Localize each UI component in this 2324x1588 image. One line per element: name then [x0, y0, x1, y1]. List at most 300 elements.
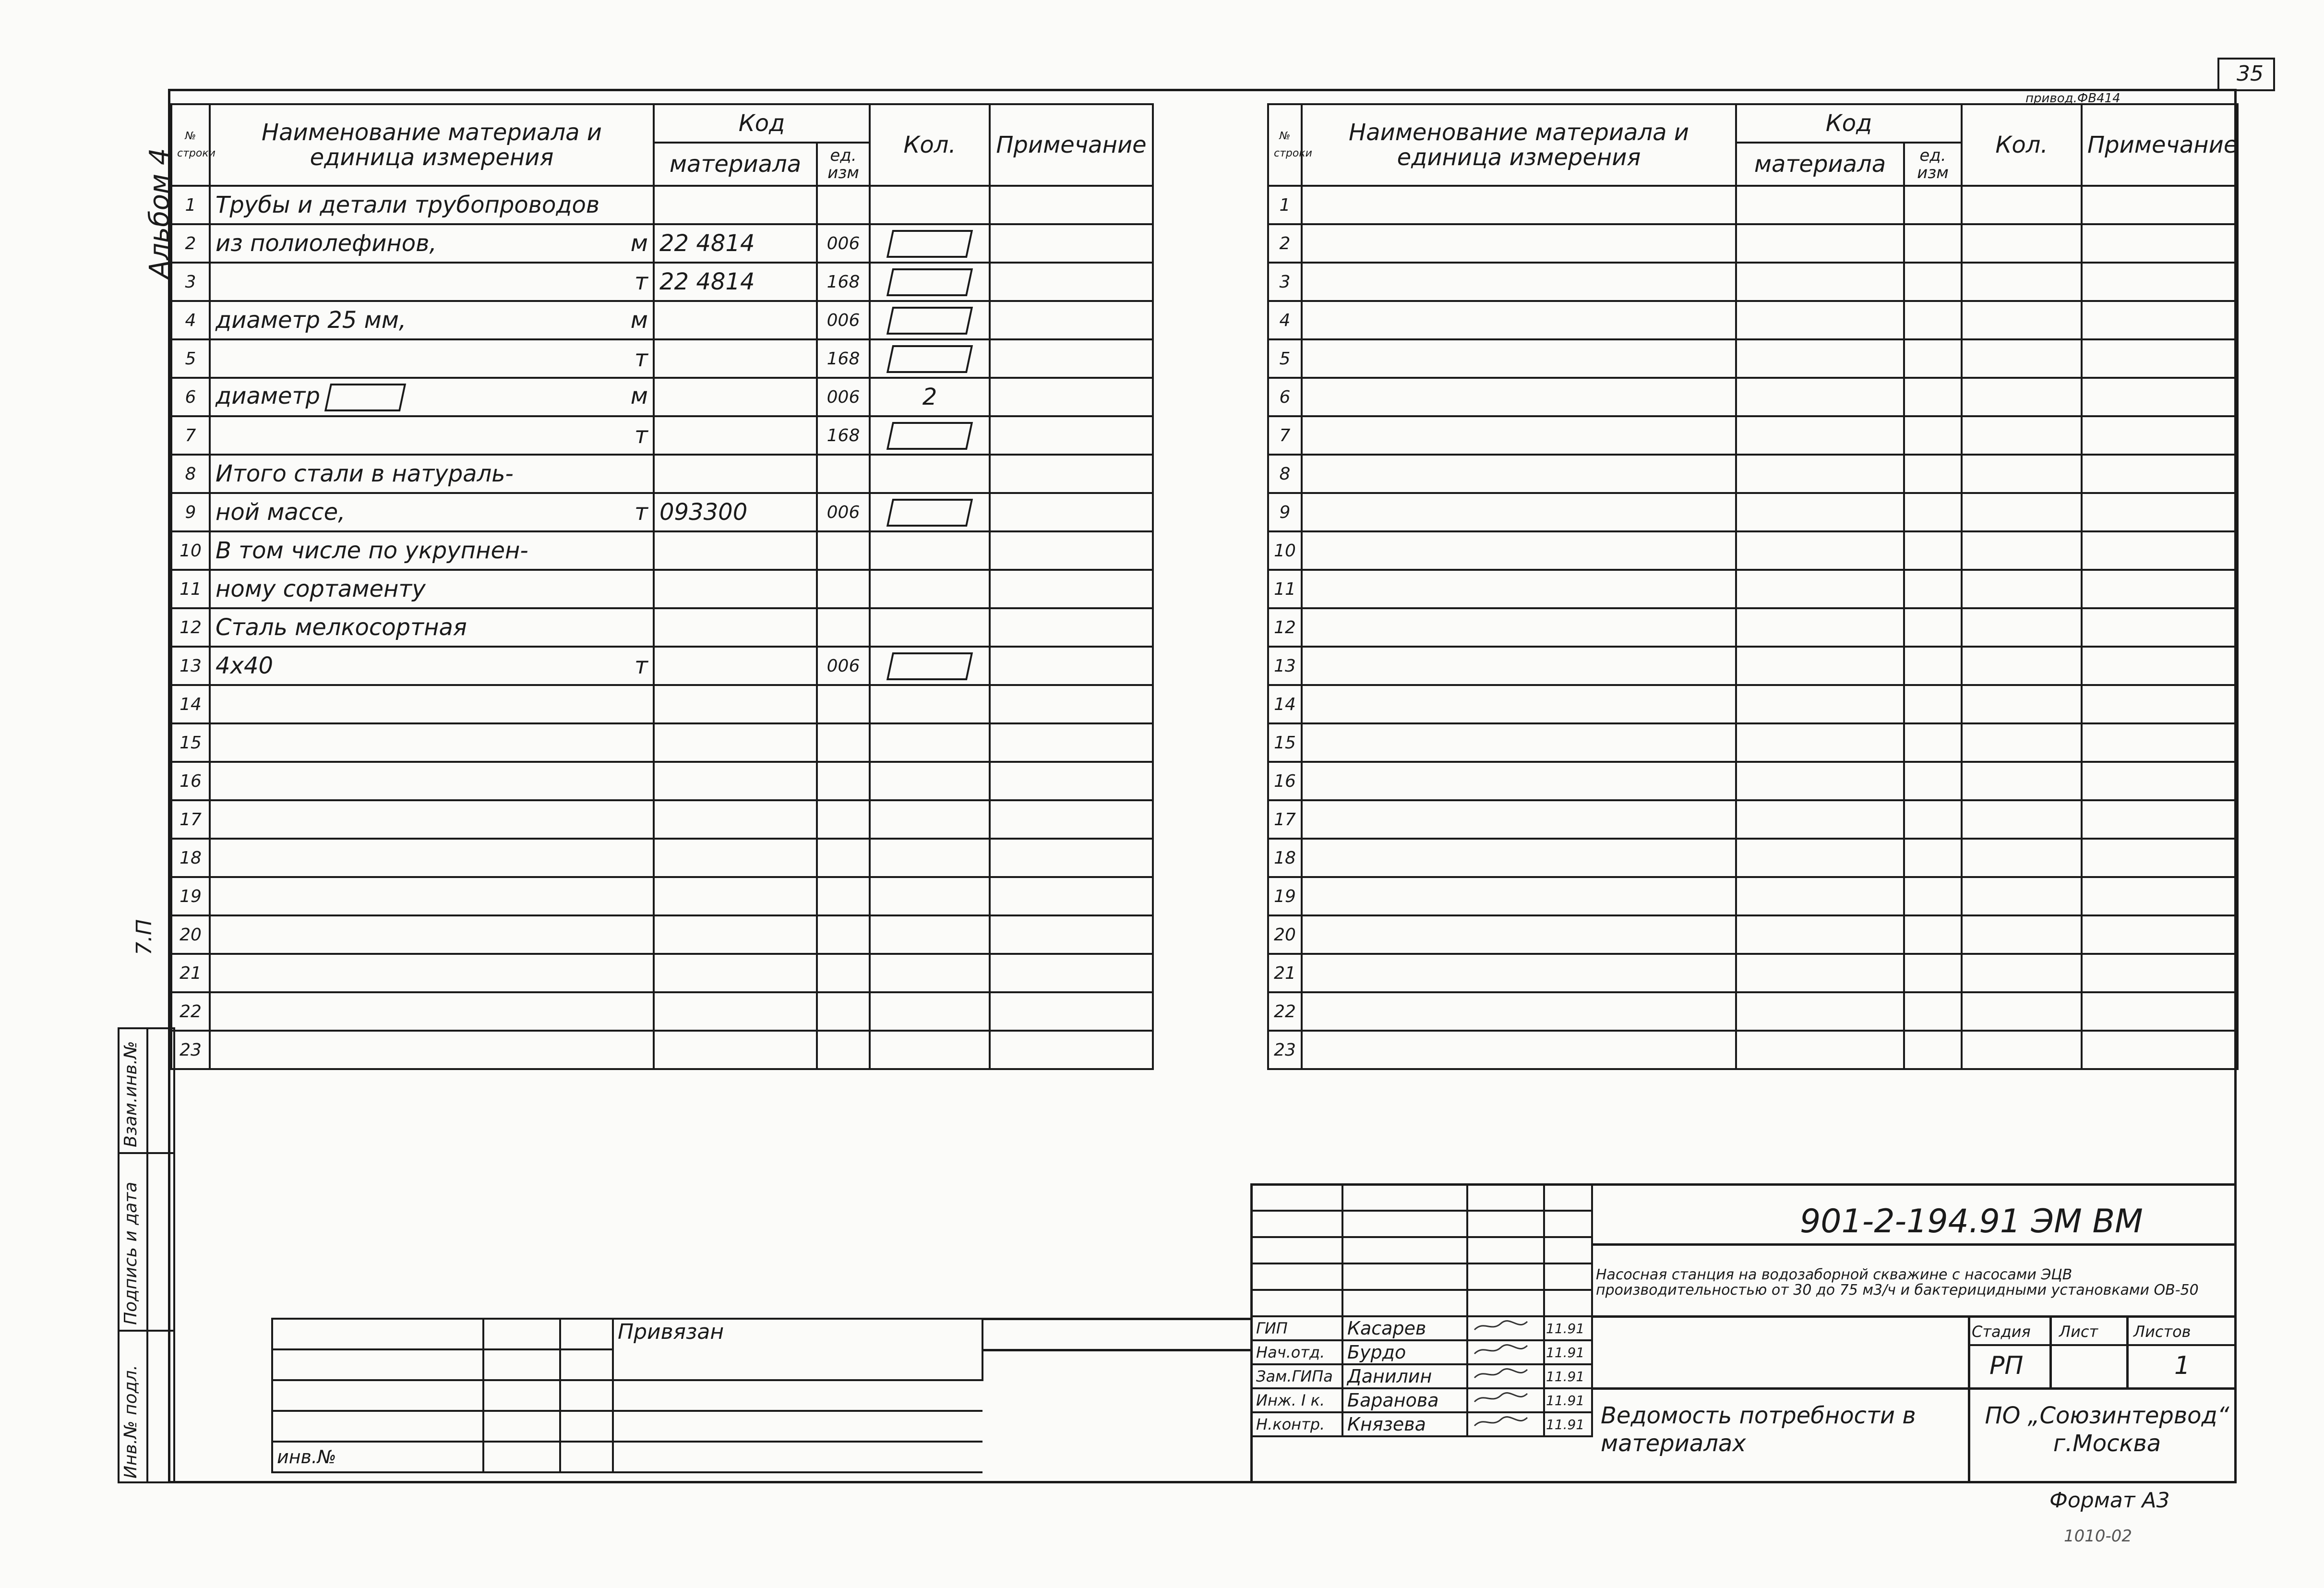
material-code [654, 762, 817, 800]
table-row [171, 685, 1153, 723]
note-cell [990, 493, 1153, 531]
table-row [1268, 762, 2238, 800]
cell [560, 1349, 613, 1380]
material-name: 4х40 [216, 652, 274, 679]
quantity-cell [1962, 762, 2082, 800]
row-number: 13 [1268, 647, 1302, 685]
quantity-value: 2 [922, 384, 937, 410]
cell [613, 1442, 982, 1472]
row-number: 21 [1268, 954, 1302, 992]
material-code [1736, 1031, 1904, 1069]
material-unit: т [635, 652, 648, 679]
row-no-header: № строки [1268, 104, 1302, 186]
signature-blank-row [1251, 1211, 1592, 1237]
material-name-cell [210, 263, 654, 301]
stage-header: Стадия [1972, 1323, 2031, 1341]
row-number: 4 [171, 301, 210, 339]
material-code [654, 301, 817, 339]
table-row [171, 762, 1153, 800]
row-number: 6 [171, 378, 210, 416]
unit-code [817, 531, 870, 570]
cell [1342, 1237, 1467, 1263]
quantity-cell [1962, 877, 2082, 915]
cell [272, 1411, 483, 1442]
signature-mark [1467, 1364, 1544, 1388]
material-name-cell [1302, 685, 1736, 723]
material-name-cell [210, 954, 654, 992]
cell [1251, 1237, 1342, 1263]
material-name-cell [1302, 378, 1736, 416]
signature-blank-row [1251, 1237, 1592, 1263]
quantity-cell [1962, 378, 2082, 416]
table-row [1268, 992, 2238, 1031]
note-cell [990, 1031, 1153, 1069]
side-divider [146, 1027, 148, 1483]
unit-code [1904, 186, 1962, 224]
inv-podl-label: Инв.№ подл. [121, 1365, 141, 1479]
unit-code: 168 [817, 263, 870, 301]
note-cell [990, 186, 1153, 224]
table-row [1268, 416, 2238, 455]
quantity-box [886, 268, 973, 296]
material-name-cell [1302, 339, 1736, 378]
left-materials-table [170, 103, 1154, 1070]
table-row [171, 608, 1153, 647]
note-cell [990, 378, 1153, 416]
material-name-cell [210, 1031, 654, 1069]
row-number: 11 [171, 570, 210, 608]
note-cell [2082, 301, 2238, 339]
unit-code [1904, 493, 1962, 531]
unit-code [1904, 339, 1962, 378]
cell [483, 1380, 560, 1411]
sheet-number-box [2217, 58, 2275, 91]
material-code [1736, 608, 1904, 647]
row-number: 7 [1268, 416, 1302, 455]
note-cell [990, 762, 1153, 800]
note-cell [2082, 378, 2238, 416]
role: Инж. I к. [1251, 1388, 1342, 1412]
cell [1251, 1184, 1342, 1211]
note-cell [2082, 263, 2238, 301]
quantity-cell [1962, 685, 2082, 723]
note-header: Примечание [2082, 104, 2238, 186]
unit-code [817, 954, 870, 992]
material-name: из полиолефинов, [216, 230, 437, 257]
unit-code [817, 685, 870, 723]
material-code [1736, 954, 1904, 992]
material-name-cell [1302, 839, 1736, 877]
table-row [171, 263, 1153, 301]
table-row [171, 339, 1153, 378]
table-row [171, 186, 1153, 224]
note-cell [990, 954, 1153, 992]
material-code [1736, 186, 1904, 224]
signature-row [1251, 1388, 1592, 1412]
cell [1251, 1290, 1342, 1316]
note-cell [2082, 647, 2238, 685]
material-code [654, 186, 817, 224]
note-cell [990, 339, 1153, 378]
material-name-cell [1302, 608, 1736, 647]
quantity-cell [1962, 493, 2082, 531]
note-cell [2082, 224, 2238, 263]
material-name-cell [1302, 915, 1736, 954]
unit-code [1904, 416, 1962, 455]
material-name-cell [1302, 992, 1736, 1031]
unit-code [817, 800, 870, 839]
note-header: Примечание [990, 104, 1153, 186]
row-number: 9 [1268, 493, 1302, 531]
row-number: 6 [1268, 378, 1302, 416]
material-name-cell [1302, 416, 1736, 455]
code-header: Код [1736, 104, 1962, 143]
sheet-header: Лист [2059, 1323, 2098, 1341]
note-cell [990, 416, 1153, 455]
privyazan-label: Привязан [613, 1319, 982, 1380]
quantity-cell [1962, 416, 2082, 455]
material-code [1736, 647, 1904, 685]
table-row [171, 647, 1153, 685]
note-cell [2082, 800, 2238, 839]
row-number: 11 [1268, 570, 1302, 608]
quantity-box [886, 345, 973, 373]
table-row [1268, 263, 2238, 301]
quantity-cell [1962, 455, 2082, 493]
row-number: 1 [171, 186, 210, 224]
cell [1544, 1263, 1592, 1290]
diameter-box [324, 384, 406, 411]
material-code [1736, 263, 1904, 301]
material-name-cell [210, 493, 654, 531]
note-cell [2082, 762, 2238, 800]
signature-blank-row [1251, 1290, 1592, 1316]
cell [613, 1411, 982, 1442]
org-name: ПО „Союзинтервод“ г.Москва [1985, 1402, 2229, 1457]
table-row [171, 570, 1153, 608]
unit-code: 006 [817, 378, 870, 416]
quantity-cell [870, 570, 990, 608]
row-number: 5 [171, 339, 210, 378]
name-header: Наименование материала и единица измерения [210, 104, 654, 186]
cell [272, 1349, 483, 1380]
table-row [1268, 1031, 2238, 1069]
table-row [1268, 455, 2238, 493]
signature-mark [1467, 1388, 1544, 1412]
cell [1467, 1290, 1544, 1316]
row-number: 20 [171, 915, 210, 954]
quantity-cell [870, 839, 990, 877]
material-name-cell [210, 339, 654, 378]
unit-code [817, 455, 870, 493]
material-code [654, 685, 817, 723]
cell [1467, 1184, 1544, 1211]
cell [1342, 1184, 1467, 1211]
cell [1544, 1290, 1592, 1316]
unit-code [817, 839, 870, 877]
material-name-cell [210, 378, 654, 416]
material-name-cell [1302, 723, 1736, 762]
note-cell [2082, 877, 2238, 915]
unit-code: 006 [817, 224, 870, 263]
cell [560, 1411, 613, 1442]
material-code [654, 992, 817, 1031]
note-cell [2082, 915, 2238, 954]
row-number: 10 [171, 531, 210, 570]
cell [1544, 1211, 1592, 1237]
unit-code [817, 1031, 870, 1069]
quantity-cell [1962, 800, 2082, 839]
row-number: 3 [1268, 263, 1302, 301]
material-name-cell [210, 839, 654, 877]
signatures-table [1250, 1183, 1593, 1437]
material-name-cell [210, 186, 654, 224]
block-line [1591, 1387, 2237, 1390]
unit-code: 006 [817, 301, 870, 339]
row-number: 12 [171, 608, 210, 647]
row-number: 14 [171, 685, 210, 723]
quantity-cell [870, 378, 990, 416]
row-number: 3 [171, 263, 210, 301]
cell [1342, 1211, 1467, 1237]
cell [272, 1380, 483, 1411]
table-row [171, 493, 1153, 531]
inv-no-label: инв.№ [272, 1442, 483, 1472]
side-divider [118, 1152, 175, 1154]
table-row [171, 1031, 1153, 1069]
row-number: 16 [1268, 762, 1302, 800]
sign-date: 11.91 [1544, 1364, 1592, 1388]
material-code [654, 647, 817, 685]
table-row [1268, 186, 2238, 224]
row-number: 19 [171, 877, 210, 915]
row-number: 15 [171, 723, 210, 762]
cell [1467, 1263, 1544, 1290]
role: Нач.отд. [1251, 1340, 1342, 1364]
row-number: 9 [171, 493, 210, 531]
material-name-cell [210, 800, 654, 839]
unit-code [1904, 531, 1962, 570]
material-name-cell [210, 416, 654, 455]
cell [483, 1442, 560, 1472]
row-number: 13 [171, 647, 210, 685]
table-row [171, 877, 1153, 915]
material-code [654, 416, 817, 455]
note-cell [990, 685, 1153, 723]
row-number: 2 [1268, 224, 1302, 263]
quantity-cell [1962, 915, 2082, 954]
row-number: 8 [171, 455, 210, 493]
note-cell [990, 647, 1153, 685]
unit-code: 168 [817, 339, 870, 378]
unit-code [1904, 800, 1962, 839]
material-code [654, 570, 817, 608]
row-number: 5 [1268, 339, 1302, 378]
table-row [1268, 378, 2238, 416]
quantity-cell [870, 416, 990, 455]
quantity-box [886, 230, 973, 258]
quantity-cell [870, 915, 990, 954]
quantity-cell [870, 224, 990, 263]
quantity-cell [1962, 954, 2082, 992]
album-label: Альбом 4 [144, 148, 175, 278]
block-line [1591, 1315, 2237, 1318]
material-code [654, 339, 817, 378]
material-name-cell [210, 301, 654, 339]
material-unit: м [630, 307, 648, 334]
material-code [1736, 800, 1904, 839]
note-cell [2082, 570, 2238, 608]
signature-row [1251, 1412, 1592, 1436]
material-code [1736, 877, 1904, 915]
table-row [1268, 915, 2238, 954]
material-unit: т [635, 268, 648, 295]
note-cell [2082, 954, 2238, 992]
table-row [1268, 723, 2238, 762]
project-name: Насосная станция на водозаборной скважине с насосами ЭЦВ производительностью от 30 до 75 м3/ч и бактерицидными установками ОВ-50 [1596, 1266, 2199, 1299]
table-row [171, 954, 1153, 992]
row-number: 2 [171, 224, 210, 263]
signature-blank-row [1251, 1263, 1592, 1290]
material-name: Итого стали в натураль- [216, 460, 514, 487]
unit-code [1904, 839, 1962, 877]
material-name-cell [210, 647, 654, 685]
sheet-ref-label: 7.П [132, 919, 156, 955]
quantity-box [886, 652, 973, 680]
table-row [171, 915, 1153, 954]
qty-header: Кол. [870, 104, 990, 186]
cell [1467, 1211, 1544, 1237]
quantity-cell [1962, 647, 2082, 685]
material-code [654, 839, 817, 877]
signature-row [1251, 1340, 1592, 1364]
unit-code [1904, 915, 1962, 954]
privyazan-block [271, 1318, 983, 1473]
row-number: 23 [1268, 1031, 1302, 1069]
material-name-cell [210, 531, 654, 570]
quantity-cell [870, 531, 990, 570]
doc-code: 901-2-194.91 ЭМ ВМ [1800, 1203, 2143, 1240]
table-row [171, 455, 1153, 493]
unit-code [1904, 1031, 1962, 1069]
quantity-cell [870, 762, 990, 800]
role: Н.контр. [1251, 1412, 1342, 1436]
table-row [171, 800, 1153, 839]
material-name: Сталь мелкосортная [216, 614, 467, 641]
table-row [1268, 800, 2238, 839]
unit-code [817, 877, 870, 915]
material-name-cell [210, 608, 654, 647]
material-name-cell [1302, 762, 1736, 800]
material-name-cell [1302, 954, 1736, 992]
quantity-cell [870, 186, 990, 224]
material-code [1736, 992, 1904, 1031]
material-code: 093300 [654, 493, 817, 531]
note-cell [2082, 1031, 2238, 1069]
material-name-cell [210, 455, 654, 493]
table-row [171, 839, 1153, 877]
material-unit: т [635, 345, 648, 372]
material-code: 22 4814 [654, 224, 817, 263]
table-row [1268, 339, 2238, 378]
note-cell [2082, 416, 2238, 455]
unit-code [1904, 723, 1962, 762]
cell [560, 1380, 613, 1411]
person-name: Баранова [1342, 1388, 1467, 1412]
material-name-cell [210, 762, 654, 800]
material-code [1736, 839, 1904, 877]
top-right-note: привод.ФВ414 [2025, 91, 2120, 106]
table-row [171, 416, 1153, 455]
table-row [1268, 224, 2238, 263]
table-row [171, 378, 1153, 416]
unit-code [1904, 301, 1962, 339]
material-code [1736, 762, 1904, 800]
cell [483, 1411, 560, 1442]
material-name-cell [1302, 531, 1736, 570]
note-cell [990, 723, 1153, 762]
row-number: 23 [171, 1031, 210, 1069]
material-code [654, 531, 817, 570]
note-cell [2082, 531, 2238, 570]
note-cell [990, 531, 1153, 570]
material-code-header: материала [654, 143, 817, 186]
unit-code [1904, 992, 1962, 1031]
material-code [654, 1031, 817, 1069]
quantity-cell [1962, 1031, 2082, 1069]
material-code [1736, 685, 1904, 723]
stage-value: РП [1989, 1351, 2024, 1380]
signature-blank-row [1251, 1184, 1592, 1211]
material-name-cell [210, 570, 654, 608]
row-number: 15 [1268, 723, 1302, 762]
material-name-cell [210, 992, 654, 1031]
material-code [654, 954, 817, 992]
note-cell [990, 224, 1153, 263]
quantity-cell [870, 954, 990, 992]
side-divider [118, 1330, 175, 1332]
vzam-inv-label: Взам.инв.№ [121, 1041, 141, 1147]
cell [560, 1319, 613, 1349]
qty-header: Кол. [1962, 104, 2082, 186]
cell [613, 1380, 982, 1411]
person-name: Князева [1342, 1412, 1467, 1436]
unit-code [817, 915, 870, 954]
note-cell [2082, 992, 2238, 1031]
material-name: ной массе, [216, 499, 346, 526]
material-name-cell [210, 685, 654, 723]
table-row [1268, 877, 2238, 915]
unit-code [817, 762, 870, 800]
unit-code [1904, 378, 1962, 416]
material-name: Трубы и детали трубопроводов [216, 192, 600, 218]
note-cell [990, 263, 1153, 301]
note-cell [990, 877, 1153, 915]
material-code [1736, 915, 1904, 954]
table-row [1268, 685, 2238, 723]
material-name: В том числе по укрупнен- [216, 537, 528, 564]
quantity-cell [1962, 608, 2082, 647]
material-code [1736, 378, 1904, 416]
material-code [1736, 723, 1904, 762]
unit-code [1904, 685, 1962, 723]
sheets-header: Листов [2133, 1323, 2191, 1341]
row-number: 19 [1268, 877, 1302, 915]
unit-code [1904, 647, 1962, 685]
sign-date: 11.91 [1544, 1316, 1592, 1340]
quantity-cell [870, 647, 990, 685]
sign-date: 11.91 [1544, 1412, 1592, 1436]
